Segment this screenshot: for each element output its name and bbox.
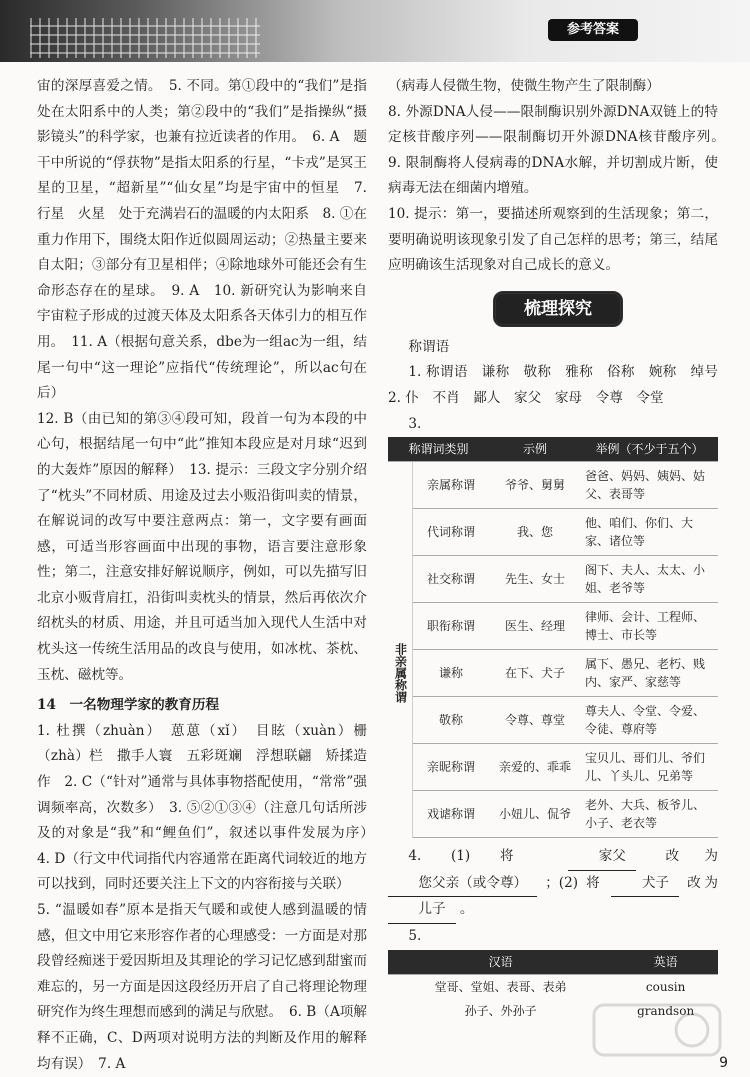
q4-blank-1: 家父 <box>568 844 636 871</box>
table-cell-category: 职衔称谓 <box>413 603 490 650</box>
table-cell-more: 爸爸、妈妈、姨妈、姑父、表哥等 <box>581 462 718 509</box>
right-paragraph-1: （病毒人侵微生物，使微生物产生了限制酶） <box>388 78 660 94</box>
q4-mid-2: ；(2) 将 <box>545 874 604 891</box>
table-cell-more: 律师、会计、工程师、博士、市长等 <box>581 603 718 650</box>
table-row <box>388 509 718 556</box>
table-header-row <box>388 437 718 462</box>
translation-cell-cn: 孙子、外孙子 <box>464 1003 537 1018</box>
q4-blank-2: 您父亲（或令尊） <box>388 871 537 898</box>
table-cell-example: 小妞儿、侃爷 <box>489 791 581 838</box>
table-row <box>388 556 718 603</box>
translation-header-row <box>388 950 718 975</box>
watermark-logo-icon <box>592 1001 722 1059</box>
table-row <box>388 697 718 744</box>
q3-label: 3. <box>408 415 422 432</box>
table-side-label: 非亲属称谓 <box>388 509 413 838</box>
table-cell-more: 阁下、夫人、太太、小姐、老爷等 <box>581 556 718 603</box>
q4-blank-4: 儿子 <box>388 897 456 924</box>
table-cell-more: 他、咱们、你们、大家、诸位等 <box>581 509 718 556</box>
lesson-14-title: 14 一名物理学家的教育历程 <box>37 697 220 714</box>
table-cell-example: 我、您 <box>489 509 581 556</box>
translation-cell-en: grandson <box>637 1003 695 1018</box>
q4-mid-3: 改为 <box>687 874 718 891</box>
left-paragraph-2: 12. B（由已知的第③④段可知，段首一句为本段的中心句，根据结尾一句中“此”推知本段应是对月球“迟到的大轰炸”原因的解释） 13. 提示：三段文字分别介绍了“枕头”不同材质、用途及过去小贩沿街叫卖的情景，在解说词的改写中要注意两点：第一，文字要有画面感，可适当形容画面中出现的事物，语言要注意形象性；第二，注意安排好解说顺序，例如，可以先描写旧北京小贩背肩扛，沿街叫卖枕头的情景，然后再依次介绍枕头的材质、用途，并且可适当加入现代人生活中对枕头这一传统生活用品的改良与使用，如冰枕、茶枕、玉枕、磁枕等。 <box>37 410 367 683</box>
table-row <box>388 974 718 999</box>
table-cell-more: 属下、愚兄、老朽、贱内、家严、家慈等 <box>581 650 718 697</box>
page-number: 9 <box>719 1055 728 1071</box>
title-table <box>388 437 718 838</box>
answer-tag: 参考答案 <box>548 19 638 41</box>
q4-end: 。 <box>459 901 474 918</box>
q5-label: 5. <box>408 927 422 944</box>
table-header-example: 示例 <box>489 437 581 462</box>
table-header-category: 称谓词类别 <box>388 437 489 462</box>
table-cell-example: 在下、犬子 <box>489 650 581 697</box>
q4-mid-1: 改为 <box>665 848 718 865</box>
section-title: 梳理探究 <box>493 291 623 327</box>
translation-cell-cn: 堂哥、堂姐、表哥、表弟 <box>434 979 567 994</box>
table-cell-category: 敬称 <box>413 697 490 744</box>
table-cell-example: 爷爷、舅舅 <box>489 462 581 509</box>
table-cell-category: 戏谑称谓 <box>413 791 490 838</box>
translation-cell-en: cousin <box>645 979 686 994</box>
left-paragraph-1: 宙的深厚喜爱之情。 5. 不同。第①段中的“我们”是指处在太阳系中的人类；第②段中的“我们”是指操纵“摄影镜头”的科学家，也兼有拉近读者的作用。 6. A 题干中所说的“俘获物”是指太阳系的行星，“卡戎”是冥王星的卫星，“超新星”“仙女星”均是宇宙中的恒星 7. 行星 火星 处于充满岩石的温暖的内太阳系 8. ①在重力作用下，围绕太阳作近似圆周运动；②热量主要来自太阳；③部分有卫星相伴；④除地球外可能还会有生命形态存在的星球。 9. A 10. 新研究认为影响来自宇宙粒子形成的过渡天体及太阳系各天体引力的相互作用。 11. A（根据句意关系，dbe为一组ac为一组，结尾一句中“这一理论”应指代“传统理论”，所以ac句在后） <box>37 78 367 402</box>
q4-blank-3: 犬子 <box>611 871 679 898</box>
table-cell-category: 亲昵称谓 <box>413 744 490 791</box>
table-cell-example: 先生、女士 <box>489 556 581 603</box>
table-cell-example: 亲爱的、乖乖 <box>489 744 581 791</box>
table-cell-category: 社交称谓 <box>413 556 490 603</box>
left-column <box>37 74 381 1077</box>
table-cell-more: 尊夫人、令堂、令爱、令徒、尊府等 <box>581 697 718 744</box>
q4-answer <box>388 844 718 924</box>
table-cell-category: 谦称 <box>413 650 490 697</box>
table-cell-category: 代词称谓 <box>413 509 490 556</box>
translation-header-cn: 汉语 <box>388 950 613 975</box>
table-header-more: 举例（不少于五个） <box>581 437 718 462</box>
header-bar <box>0 0 750 62</box>
table-row <box>388 650 718 697</box>
table-row <box>388 462 718 509</box>
table-cell-example: 医生、经理 <box>489 603 581 650</box>
table-cell-category: 亲属称谓 <box>413 462 490 509</box>
table-row <box>388 791 718 838</box>
table-cell-more: 宝贝儿、哥们儿、爷们儿、丫头儿、兄弟等 <box>581 744 718 791</box>
right-column <box>388 74 732 1023</box>
table-row <box>388 603 718 650</box>
header-grid-decoration <box>30 18 260 58</box>
q1-answer: 1. 称谓语 谦称 敬称 雅称 俗称 婉称 绰号 2. 仆 不肖 鄙人 家父 家母 令尊 令堂 <box>388 364 732 406</box>
left-paragraph-3: 1. 杜撰（zhuàn） 葸葸（xǐ） 目眩（xuàn）栅（zhà）栏 撒手人寰 五彩斑斓 浮想联翩 矫揉造作 2. C（“针对”通常与具体事物搭配使用，“常常”强调频率高，次数多） 3. ⑤②①③④（注意几句话所涉及的对象是“我”和“鲤鱼们”，叙述以事件发展为序） 4. D（行文中代词指代内容通常在距离代词较近的地方可以找到，同时还要关注上下文的内容衔接与关联） <box>37 722 381 893</box>
left-paragraph-4: 5. “温暖如春”原本是指天气暖和或使人感到温暖的情感，但文中用它来形容作者的心理感受：一方面是对那段曾经痴迷于爱因斯坦及其理论的学习记忆感到甜蜜而难忘的，另一方面是因这段经历开启了自己将理论物理研究作为终生理想而感到的满足与欣慰。 6. B（A项解释不正确，C、D两项对说明方法的判断及作用的解释均有误） 7. A <box>37 902 367 1072</box>
q4-prefix: 4. (1) 将 <box>408 848 539 865</box>
table-cell-more: 老外、大兵、板爷儿、小子、老衣等 <box>581 791 718 838</box>
table-row <box>388 744 718 791</box>
table-cell-example: 令尊、尊堂 <box>489 697 581 744</box>
right-paragraph-2: 8. 外源DNA人侵——限制酶识别外源DNA双链上的特定核苷酸序列——限制酶切开外源DNA核苷酸序列。 9. 限制酶将人侵病毒的DNA水解，并切割成片断，使病毒无法在细菌内增殖。 <box>388 103 732 197</box>
translation-header-en: 英语 <box>613 950 718 975</box>
subsection-title: 称谓语 <box>408 338 450 355</box>
right-paragraph-3: 10. 提示：第一，要描述所观察到的生活现象；第二，要明确说明该现象引发了自己怎样的思考；第三，结尾应明确该生活现象对自己成长的意义。 <box>388 205 718 274</box>
